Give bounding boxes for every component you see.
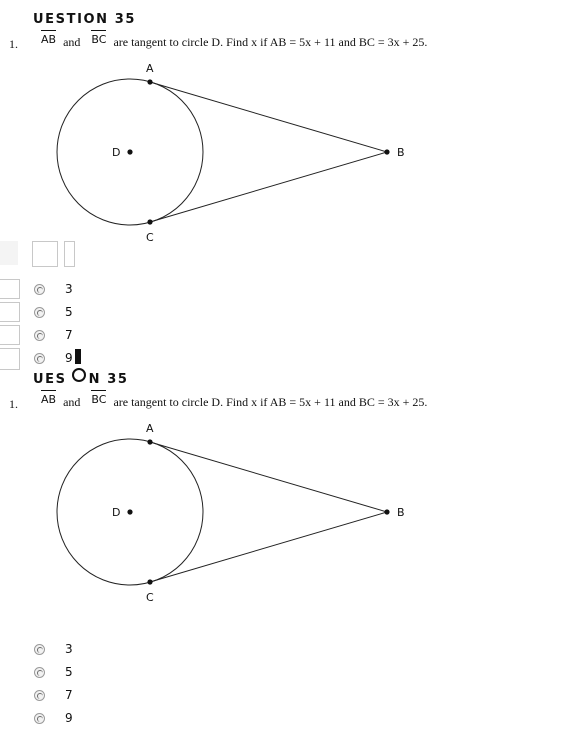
segment-ab: AB [41, 33, 57, 46]
label-b: B [397, 506, 405, 519]
option-label: 3 [65, 642, 73, 656]
and-word: and [63, 395, 81, 409]
point-d [127, 509, 132, 514]
option-label: 7 [65, 328, 73, 342]
answer-option[interactable] [34, 688, 94, 706]
question-number: 1. [9, 397, 18, 411]
radio-button[interactable] [34, 713, 45, 724]
question-statement: are tangent to circle D. Find x if AB = 5x + 11 and BC = 3x + 25. [113, 35, 428, 49]
radio-button[interactable] [34, 307, 45, 318]
option-label: 9 [65, 711, 73, 725]
question-heading: UESTION 35 [33, 12, 137, 27]
mouse-cursor-icon [72, 368, 86, 382]
question-text [41, 395, 427, 410]
question-statement: are tangent to circle D. Find x if AB = 5x + 11 and BC = 3x + 25. [113, 395, 428, 409]
point-c [147, 579, 152, 584]
tangent-diagram [0, 55, 583, 255]
radio-button[interactable] [34, 353, 45, 364]
option-label: 5 [65, 665, 73, 679]
segment-bc: BC [91, 33, 107, 46]
label-d: D [112, 506, 121, 519]
heading-part: UES [33, 372, 67, 387]
answer-option[interactable] [34, 328, 94, 346]
point-b [384, 149, 389, 154]
ghost-box [0, 348, 20, 370]
point-d [127, 149, 132, 154]
label-c: C [146, 591, 154, 604]
point-c [147, 219, 152, 224]
option-label: 5 [65, 305, 73, 319]
segment-bc: BC [91, 393, 107, 406]
label-a: A [146, 422, 154, 435]
answer-option[interactable] [34, 351, 94, 369]
segment-ab: AB [41, 393, 57, 406]
text-cursor [75, 349, 81, 364]
point-a [147, 439, 152, 444]
label-a: A [146, 62, 154, 75]
question-text [41, 35, 427, 50]
ghost-box [0, 279, 20, 299]
label-d: D [112, 146, 121, 159]
tangent-cb [150, 512, 387, 582]
tangent-cb [150, 152, 387, 222]
answer-option[interactable] [34, 642, 94, 660]
radio-button[interactable] [34, 667, 45, 678]
ghost-box [0, 302, 20, 322]
ghost-box [0, 325, 20, 345]
ghost-panel [0, 241, 18, 265]
radio-button[interactable] [34, 644, 45, 655]
tangent-diagram [0, 415, 583, 615]
radio-button[interactable] [34, 284, 45, 295]
label-c: C [146, 231, 154, 244]
heading-part: N 35 [88, 372, 129, 387]
answer-option[interactable] [34, 711, 94, 729]
answer-option[interactable] [34, 665, 94, 683]
ghost-box [32, 241, 58, 267]
answer-option[interactable] [34, 305, 94, 323]
option-label: 7 [65, 688, 73, 702]
point-b [384, 509, 389, 514]
option-label: 9 [65, 351, 73, 365]
point-a [147, 79, 152, 84]
ghost-box [64, 241, 75, 267]
label-b: B [397, 146, 405, 159]
radio-button[interactable] [34, 330, 45, 341]
tangent-ab [150, 442, 387, 512]
answer-option[interactable] [34, 282, 94, 300]
question-number: 1. [9, 37, 18, 51]
option-label: 3 [65, 282, 73, 296]
and-word: and [63, 35, 81, 49]
tangent-ab [150, 82, 387, 152]
radio-button[interactable] [34, 690, 45, 701]
